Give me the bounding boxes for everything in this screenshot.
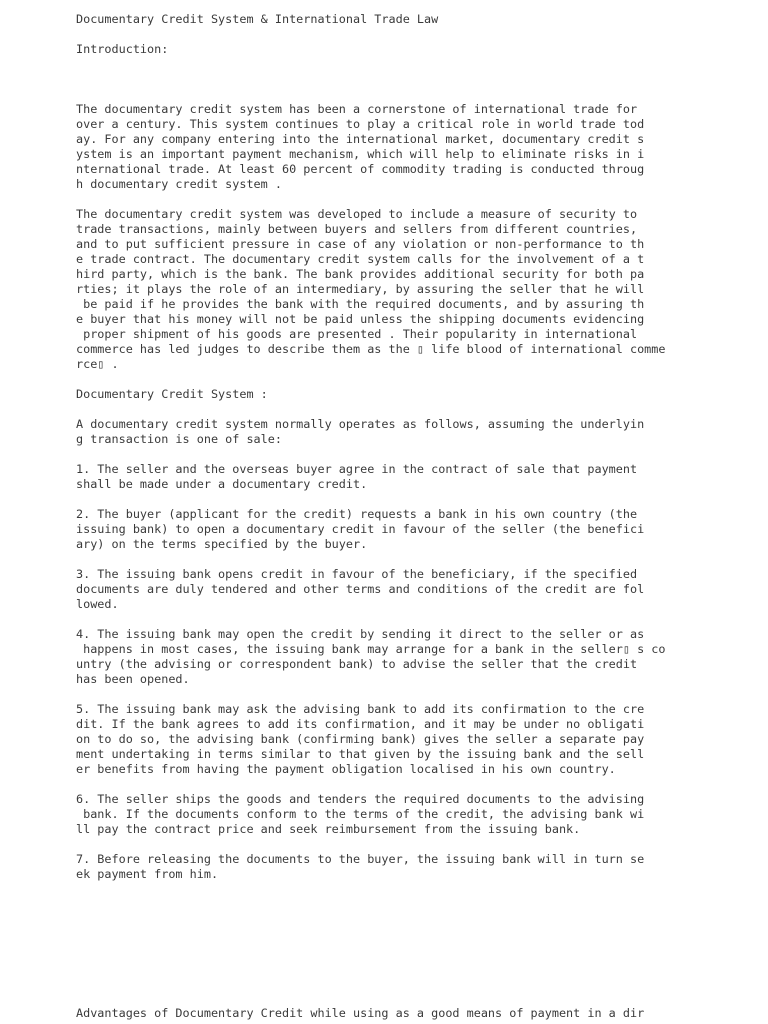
intro-heading: Introduction: [76,42,169,56]
document-body [76,12,756,882]
step-item-5: 5. The issuing bank may ask the advising bank to add its confirmation to the cre dit. If the bank agrees to add its confirmation, and it may be under no obligati on to do so, the advising bank (confirming bank) gives the seller a separate pay ment undertaking in terms similar to that given by the issuing bank and the sell er benefits from having the payment obligation localised in his own country. [76,702,645,776]
step-item-3: 3. The issuing bank opens credit in favour of the beneficiary, if the specified documents are duly tendered and other terms and conditions of the credit are fol lowed. [76,567,645,611]
step-item-1: 1. The seller and the overseas buyer agree in the contract of sale that payment shall be made under a documentary credit. [76,462,638,491]
section-intro: A documentary credit system normally operates as follows, assuming the underlyin g transaction is one of sale: [76,417,645,446]
step-item-2: 2. The buyer (applicant for the credit) requests a bank in his own country (the issuing bank) to open a documentary credit in favour of the seller (the benefici ary) on the terms specified by the buyer. [76,507,645,551]
step-item-4: 4. The issuing bank may open the credit by sending it direct to the seller or as happens in most cases, the issuing bank may arrange for a bank in the seller▯ s co untry (the advising or correspondent bank) to advise the seller that the credit has been opened. [76,627,666,686]
section-heading: Documentary Credit System : [76,387,268,401]
paragraph-security: The documentary credit system was developed to include a measure of security to trade transactions, mainly between buyers and sellers from different countries, and to put sufficient pressure in case of any violation or non-performance to th e trade contract. The documentary credit system calls for the involvement of a t hird party, which is the bank. The bank provides additional security for both pa rties; it plays the role of an intermediary, by assuring the seller that he will be paid if he provides the bank with the required documents, and by assuring th e buyer that his money will not be paid unless the shipping documents evidencing proper shipment of his goods are presented . Their popularity in international commerce has led judges to describe them as the ▯ life blood of international comme rce▯ . [76,207,666,371]
document-title: Documentary Credit System & International Trade Law [76,12,439,26]
advantages-heading: Advantages of Documentary Credit while using as a good means of payment in a dir [76,1006,645,1020]
step-item-6: 6. The seller ships the goods and tenders the required documents to the advising bank. If the documents conform to the terms of the credit, the advising bank wi ll pay the contract price and seek reimbursement from the issuing bank. [76,792,645,836]
step-item-7: 7. Before releasing the documents to the buyer, the issuing bank will in turn se ek payment from him. [76,852,645,881]
paragraph-overview: The documentary credit system has been a cornerstone of international trade for over a century. This system continues to play a critical role in world trade tod ay. For any company entering into the international market, documentary credit s ystem is an important payment mechanism, which will help to eliminate risks in i nternational trade. At least 60 percent of commodity trading is conducted throug h documentary credit system . [76,102,645,191]
